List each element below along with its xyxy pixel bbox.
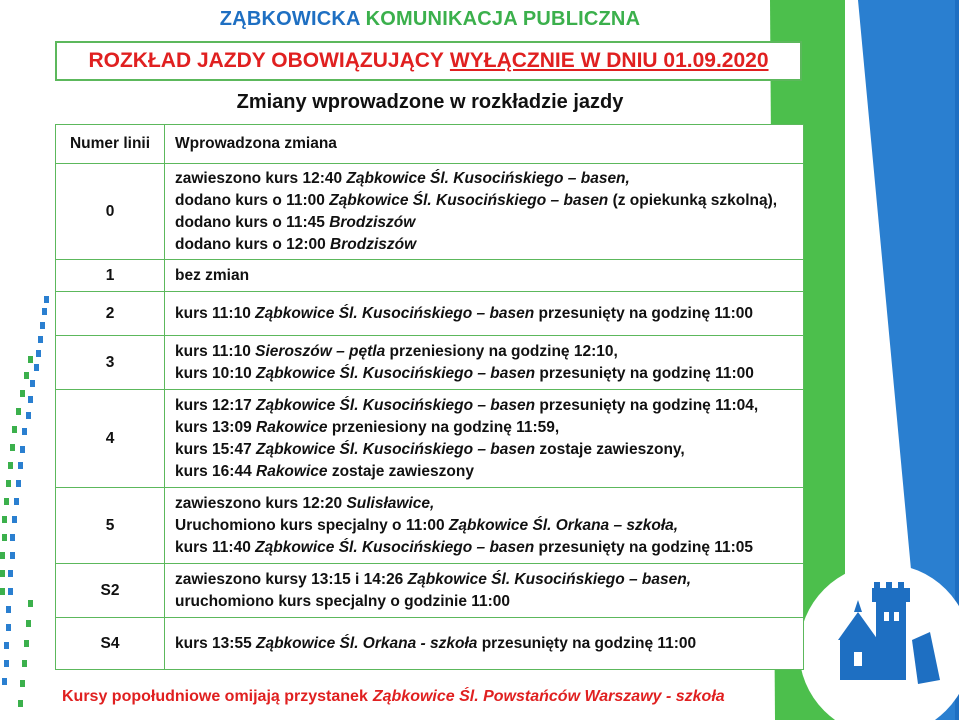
change-line: [175, 265, 793, 287]
stop-name: Ząbkowice Śl. Kusocińskiego – basen,: [346, 169, 630, 187]
table-row: [56, 488, 804, 564]
change-line: [175, 569, 793, 591]
header-title: [0, 8, 860, 31]
change-text: kurs 10:10: [175, 364, 256, 382]
stop-name: Ząbkowice Śl. Kusocińskiego – basen: [256, 364, 536, 382]
stop-name: Sulisławice,: [346, 494, 435, 512]
stop-name: Ząbkowice Śl. Orkana - szkoła: [256, 634, 478, 652]
column-header-line-number: Numer linii: [56, 125, 165, 164]
change-line: [175, 234, 793, 256]
change-description-cell: [165, 336, 804, 390]
change-description-cell: [165, 618, 804, 670]
change-text: dodano kurs o 11:45: [175, 213, 330, 231]
stop-name: Rakowice: [256, 418, 328, 436]
change-text: kurs 16:44: [175, 462, 256, 480]
change-text: kurs 11:10: [175, 342, 256, 360]
change-text: dodano kurs o 11:00: [175, 191, 330, 209]
change-text: kurs 11:40: [175, 538, 256, 556]
notice-date: WYŁĄCZNIE W DNIU 01.09.2020: [449, 49, 769, 72]
change-line: [175, 341, 793, 363]
change-line: [175, 633, 793, 655]
change-line: [175, 537, 793, 559]
footer-note: [62, 688, 725, 706]
change-line: [175, 591, 793, 613]
change-text: bez zmian: [175, 266, 250, 284]
header-title-part2: KOMUNIKACJA PUBLICZNA: [365, 8, 641, 30]
line-number-cell: 1: [56, 260, 165, 292]
change-description-cell: [165, 390, 804, 488]
footer-note-text: Kursy popołudniowe omijają przystanek: [62, 688, 368, 705]
stop-name: Ząbkowice Śl. Kusocińskiego – basen: [255, 538, 535, 556]
footer-note-stop: Ząbkowice Śl. Powstańców Warszawy - szkoła: [372, 688, 725, 705]
validity-notice: [55, 41, 802, 81]
change-line: [175, 363, 793, 385]
change-text: zawieszono kursy 13:15 i 14:26: [175, 570, 408, 588]
line-number-cell: S4: [56, 618, 165, 670]
stop-name: Ząbkowice Śl. Kusocińskiego – basen: [256, 440, 536, 458]
change-line: [175, 212, 793, 234]
stop-name: Ząbkowice Śl. Kusocińskiego – basen: [329, 191, 609, 209]
change-text: przesunięty na godzinę 11:04,: [535, 396, 759, 414]
table-row: [56, 564, 804, 618]
change-line: [175, 190, 793, 212]
changes-table: [55, 124, 804, 670]
stop-name: Sieroszów – pętla: [255, 342, 386, 360]
change-text: kurs 11:10: [175, 304, 256, 322]
change-description-cell: [165, 164, 804, 260]
change-text: (z opiekunką szkolną),: [608, 191, 778, 209]
change-text: zawieszono kurs 12:20: [175, 494, 347, 512]
change-line: [175, 417, 793, 439]
change-text: kurs 13:55: [175, 634, 256, 652]
change-text: zawieszono kurs 12:40: [175, 169, 347, 187]
change-text: kurs 13:09: [175, 418, 256, 436]
stop-name: Ząbkowice Śl. Kusocińskiego – basen,: [407, 570, 692, 588]
change-text: zostaje zawieszony: [327, 462, 474, 480]
change-description-cell: [165, 564, 804, 618]
change-text: zostaje zawieszony,: [535, 440, 685, 458]
table-row: [56, 336, 804, 390]
stop-name: Brodziszów: [329, 213, 416, 231]
change-line: [175, 461, 793, 483]
change-text: uruchomiono kurs specjalny o godzinie 11:00: [175, 592, 511, 610]
line-number-cell: 0: [56, 164, 165, 260]
line-number-cell: S2: [56, 564, 165, 618]
change-line: [175, 515, 793, 537]
change-text: Uruchomiono kurs specjalny o 11:00: [175, 516, 449, 534]
change-description-cell: [165, 260, 804, 292]
change-text: przesunięty na godzinę 11:00: [534, 304, 754, 322]
change-line: [175, 303, 793, 325]
header-title-part1: ZĄBKOWICKA: [219, 8, 360, 30]
change-text: kurs 15:47: [175, 440, 256, 458]
change-text: dodano kurs o 12:00: [175, 235, 331, 253]
table-row: [56, 292, 804, 336]
table-header-row: [56, 125, 804, 164]
line-number-cell: 5: [56, 488, 165, 564]
table-row: [56, 164, 804, 260]
change-text: przeniesiony na godzinę 12:10,: [385, 342, 618, 360]
stop-name: Ząbkowice Śl. Kusocińskiego – basen: [255, 304, 535, 322]
changes-subtitle: Zmiany wprowadzone w rozkładzie jazdy: [236, 91, 624, 113]
line-number-cell: 4: [56, 390, 165, 488]
change-line: [175, 493, 793, 515]
notice-text: ROZKŁAD JAZDY OBOWIĄZUJĄCY: [88, 49, 444, 72]
line-number-cell: 3: [56, 336, 165, 390]
change-text: przeniesiony na godzinę 11:59,: [327, 418, 560, 436]
change-text: przesunięty na godzinę 11:00: [477, 634, 697, 652]
column-header-change: Wprowadzona zmiana: [165, 125, 804, 164]
change-text: kurs 12:17: [175, 396, 256, 414]
change-line: [175, 395, 793, 417]
change-text: przesunięty na godzinę 11:00: [535, 364, 754, 382]
change-description-cell: [165, 488, 804, 564]
stop-name: Ząbkowice Śl. Kusocińskiego – basen: [256, 396, 536, 414]
stop-name: Rakowice: [256, 462, 328, 480]
line-number-cell: 2: [56, 292, 165, 336]
change-text: przesunięty na godzinę 11:05: [534, 538, 754, 556]
change-description-cell: [165, 292, 804, 336]
table-row: [56, 390, 804, 488]
change-line: [175, 168, 793, 190]
dotted-wave: [2, 296, 49, 685]
stop-name: Ząbkowice Śl. Orkana – szkoła,: [448, 516, 679, 534]
table-row: [56, 618, 804, 670]
stop-name: Brodziszów: [330, 235, 417, 253]
table-row: [56, 260, 804, 292]
change-line: [175, 439, 793, 461]
